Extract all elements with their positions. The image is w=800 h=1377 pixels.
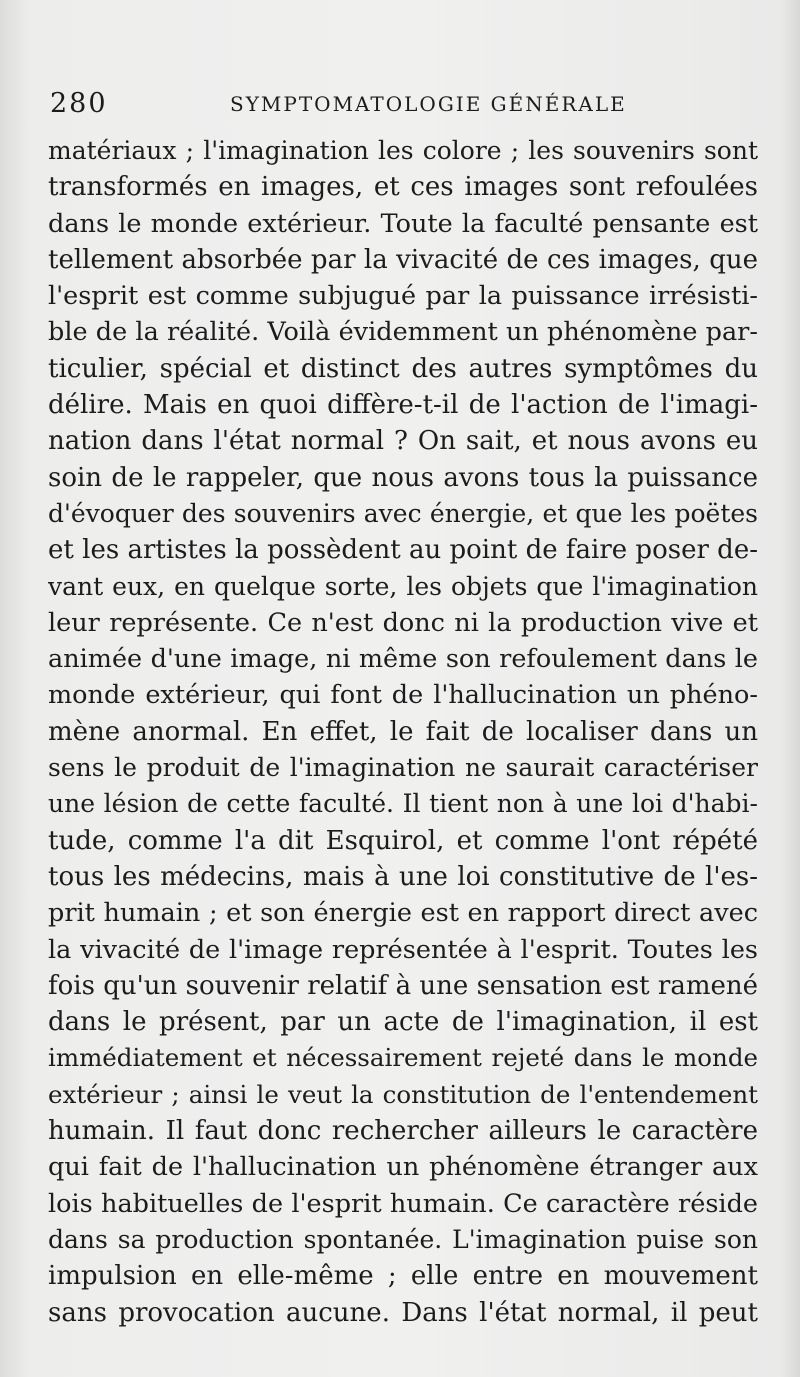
text-line: d'évoquer des souvenirs avec énergie, et que les poëtes xyxy=(48,498,758,528)
text-line: ticulier, spécial et distinct des autres symptômes du xyxy=(48,353,758,384)
text-line: mène anormal. En effet, le fait de localiser dans un xyxy=(48,716,758,747)
text-line: tous les médecins, mais à une loi constitutive de l'es- xyxy=(48,861,758,892)
running-title: SYMPTOMATOLOGIE GÉNÉRALE xyxy=(230,92,627,116)
text-line: vant eux, en quelque sorte, les objets que l'imagination xyxy=(48,571,758,601)
text-line: lois habituelles de l'esprit humain. Ce caractère réside xyxy=(48,1188,758,1219)
page-header xyxy=(50,88,750,122)
text-line: et les artistes la possèdent au point de faire poser de- xyxy=(48,535,758,566)
text-line: tellement absorbée par la vivacité de ces images, que xyxy=(48,244,758,275)
text-line: tude, comme l'a dit Esquirol, et comme l'ont répété xyxy=(48,825,758,856)
text-line: la vivacité de l'image représentée à l'esprit. Toutes les xyxy=(48,934,758,965)
text-line: dans le monde extérieur. Toute la faculté pensante est xyxy=(48,208,758,239)
page-number: 280 xyxy=(50,88,108,119)
text-line: immédiatement et nécessairement rejeté dans le monde xyxy=(48,1043,758,1073)
text-line: sens le produit de l'imagination ne saurait caractériser xyxy=(48,753,758,783)
text-line: matériaux ; l'imagination les colore ; les souvenirs sont xyxy=(48,136,758,165)
text-line: nation dans l'état normal ? On sait, et nous avons eu xyxy=(48,426,758,457)
text-line: fois qu'un souvenir relatif à une sensation est ramené xyxy=(48,970,758,1001)
text-line: impulsion en elle-même ; elle entre en mouvement xyxy=(48,1261,758,1292)
text-line: l'esprit est comme subjugué par la puissance irrésisti- xyxy=(48,281,758,312)
text-line: extérieur ; ainsi le veut la constitution de l'entendement xyxy=(48,1079,758,1109)
text-line: une lésion de cette faculté. Il tient non à une loi d'habi- xyxy=(48,789,758,819)
text-line: ble de la réalité. Voilà évidemment un phénomène par- xyxy=(48,317,758,348)
text-line: dans le présent, par un acte de l'imagination, il est xyxy=(48,1007,758,1038)
text-line: prit humain ; et son énergie est en rapport direct avec xyxy=(48,898,758,929)
text-line: qui fait de l'hallucination un phénomène étranger aux xyxy=(48,1152,758,1183)
text-line: monde extérieur, qui font de l'hallucination un phéno- xyxy=(48,680,758,711)
text-line: dans sa production spontanée. L'imagination puise son xyxy=(48,1224,758,1254)
text-line: transformés en images, et ces images sont refoulées xyxy=(48,172,758,203)
text-line: délire. Mais en quoi diffère-t-il de l'action de l'imagi- xyxy=(48,390,758,421)
text-line: animée d'une image, ni même son refoulement dans le xyxy=(48,644,758,675)
body-text xyxy=(48,133,758,1331)
text-line: sans provocation aucune. Dans l'état normal, il peut xyxy=(48,1297,758,1328)
text-line: humain. Il faut donc rechercher ailleurs le caractère xyxy=(48,1116,758,1147)
text-line: soin de le rappeler, que nous avons tous la puissance xyxy=(48,462,758,493)
text-line: leur représente. Ce n'est donc ni la production vive et xyxy=(48,607,758,638)
